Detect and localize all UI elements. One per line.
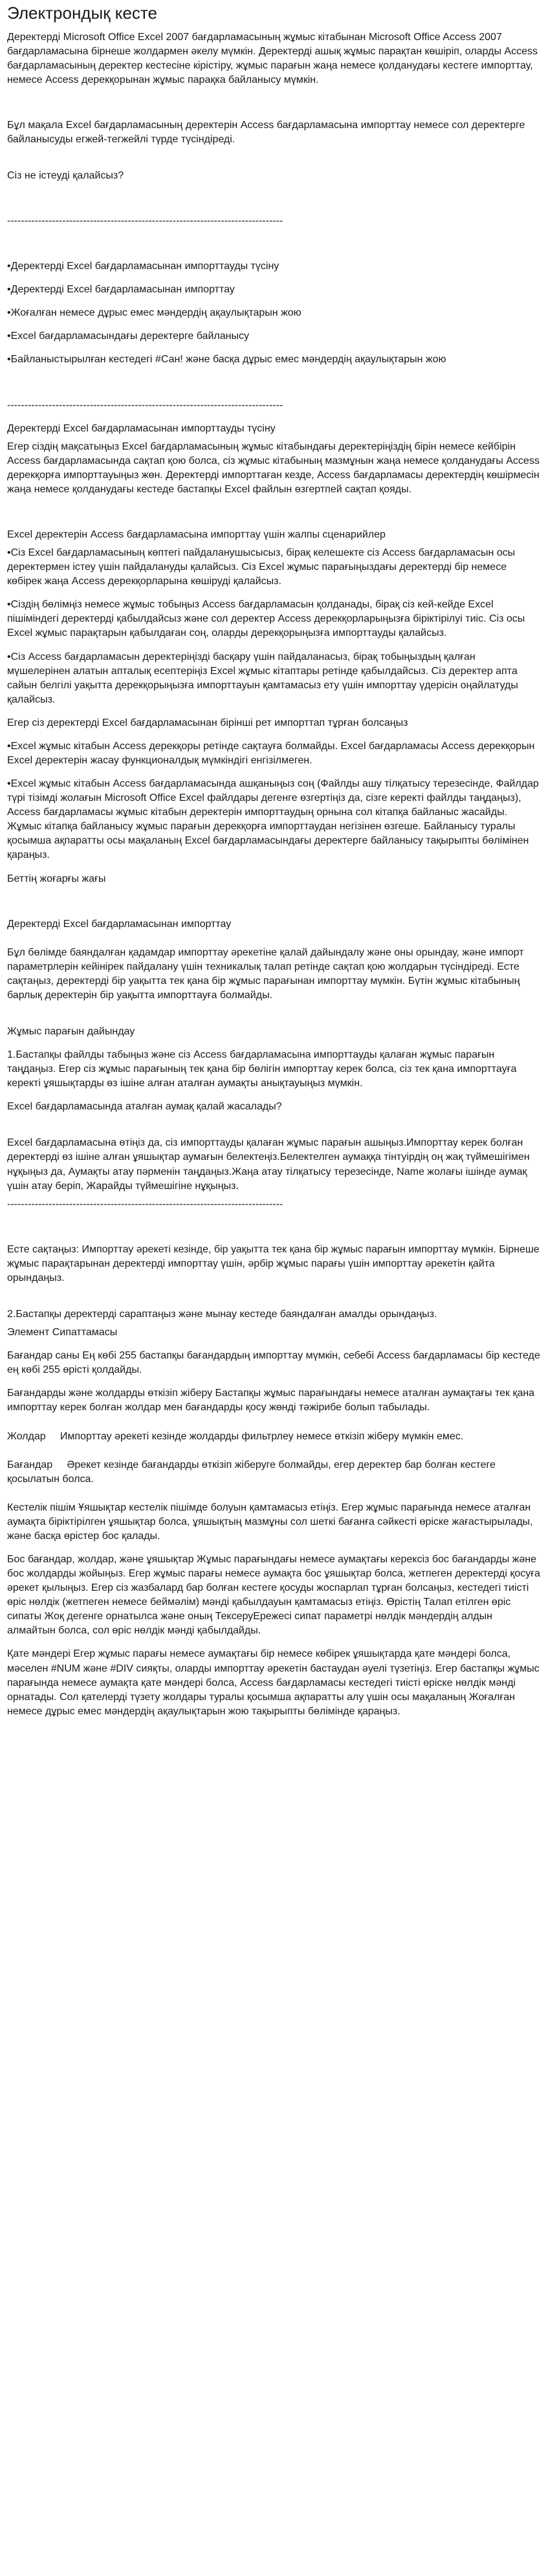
paragraph: Егер сіздің мақсатыңыз Excel бағдарламасының жұмыс кітабындағы деректеріңіздің бірін немесе кейбірін Access бағдарламасында сақтап қою болса, сіз жұмыс кітабының мазмұнын жаңа немесе қолданудағы Access дерекқорға импорттауыңыз жөн. Деректерді импорттаған кезде, Access бағдарламасы деректердің көшірмесін жаңа немесе қолданудағы кестеде бастапқы Excel файлын өзгертпей сақтап қояды. xyxy=(7,441,543,495)
paragraph: Бұл мақала Excel бағдарламасының деректерін Access бағдарламасына импорттау немесе сол деректерге байланысуды егжей-тегжейлі түрде түсіндіреді. xyxy=(7,119,528,145)
paragraph: •Сіз Excel бағдарламасының көптегі пайдаланушысысыз, бірақ келешекте сіз Access бағдарламасын осы деректермен істеу үшін пайдалануды қалайсыз. Сіз Excel жұмыс парағыңыздағы деректерді бір немесе көбірек жаңа Access дерекқорларына көшіруді қалайсыз. xyxy=(7,547,518,587)
paragraph: Беттің жоғарғы жағы xyxy=(7,873,106,884)
paragraph: Сіз не істеуді қалайсыз? xyxy=(7,169,124,181)
paragraph: Жолдар Импорттау әрекеті кезінде жолдарды фильтрлеу немесе өткізіп жіберу мүмкін емес. xyxy=(7,1430,464,1442)
paragraph: Қате мәндері Егер жұмыс парағы немесе аумақтағы бір немесе көбірек ұяшықтарда қате мәндері болса, мәселен #NUM және #DIV сияқты, оларды импорттау әрекетін бастаудан әуелі түзетіңіз. Егер бастапқы жұмыс парағында немесе аумақта қате мәндері болса, Access бағдарламасы кестедегі тиісті өріске нөлдік мәнді орнатады. Сол қателерді түзету жолдары туралы қосымша ақпаратты алу үшін осы мақаланың Жоғалған немесе дұрыс емес мәндердің ақаулықтарын жою тақырыпты бөлімінде қараңыз. xyxy=(7,1648,543,1717)
paragraph: Деректерді Microsoft Office Excel 2007 бағдарламасының жұмыс кітабынан Microsoft Office Access 2007 бағдарламасына бірнеше жолдармен әкелу мүмкін. Деректерді ашық жұмыс парақтан көшіріп, оларды Access бағдарламасының деректер кестесіне кірістіру, жұмыс парағын жаңа немесе қолданудағы кестеге импорттау, немесе Access дерекқорынан жұмыс парақка байланысу мүмкін. xyxy=(7,31,541,85)
paragraph: •Деректерді Excel бағдарламасынан импорттау xyxy=(7,284,235,296)
paragraph: Бос бағандар, жолдар, және ұяшықтар Жұмыс парағындағы немесе аумақтағы керексіз бос бағандарды және бос жолдарды жойыңыз. Егер жұмыс парағы немесе аумақта бос ұяшықтар болса, жетпеген деректерді қосуға әрекет қылыңыз. Егер сіз жазбалард бар болған кестеге қосуды жоспарлап тұрған болсаңыз, кестедегі тиісті өріс нөлдік (жетпеген немесе беймәлім) мәнді қабылдауын қамтамасыз етіңіз. Өрістің Талап етілген өріс сипаты Жоқ дегенге орнатылса және оның ТексеруЕрежесі сипат параметрі нөлдік мәндердің алдын алмайтын болса, сол өріс нөлдік мәнді қабылдайды. xyxy=(7,1553,543,1637)
paragraph: •Excel жұмыс кітабын Access бағдарламасында ашқаныңыз соң (Файлды ашу тілқатысу терезесінде, Файлдар түрі тізімді жолағын Microsoft Office Excel файлдары дегенге өзгертіңіз да, сізге керекті файлды таңдаңыз), Access бағдарламасы жұмыс кітабын деректерін импорттаудың орнына сол кітапқа байланыс жасайды. Жұмыс кітапқа байланысу жұмыс парағын дерекқорға импорттаудан негізінен өзгеше. Байланысу туралы қосымша ақпаратты осы мақаланың Excel бағдарламасындағы деректерге байланысу тақырыпты бөлімінен қараңыз. xyxy=(7,778,542,861)
paragraph: Деректерді Excel бағдарламасынан импорттау xyxy=(7,918,232,930)
paragraph: Кестелік пішім Ұяшықтар кестелік пішімде болуын қамтамасыз етіңіз. Егер жұмыс парағында немесе аталған аумақта біріктірілген ұяшықтар болса, ұяшықтың мазмұны сол шеткі бағанға сәйкесті өріске жағастырылады, және басқа өрістер бос қалады. xyxy=(7,1501,536,1542)
paragraph: •Сіз Access бағдарламасын деректеріңізді басқару үшін пайдаланасыз, бірақ тобыңыздың қалған мүшелерінен алатын апталық есептеріңіз Excel жұмыс кітаптары ретінде қабылдайсыз. Сіз деректер апта сайын белгілі уақытта дерекқорыңызға импорттауын қамтамасыз ету үшін импорттау үдерісін оңайлатуды қалайсыз. xyxy=(7,651,521,705)
paragraph: Бағандарды және жолдарды өткізіп жіберу Бастапқы жұмыс парағындағы немесе аталған аумақтағы тек қана импорттау керек болған жолдар мен бағандарды қосу жөнді тәжірибе болып табылады. xyxy=(7,1388,538,1414)
paragraph: •Жоғалған немесе дұрыс емес мәндердің ақаулықтарын жою xyxy=(7,307,301,319)
paragraph: •Excel жұмыс кітабын Access дерекқоры ретінде сақтауға болмайды. Excel бағдарламасы Access дерекқорын Excel деректерін жасау функционалдық мүмкіндігі енгізілмеген. xyxy=(7,740,538,766)
paragraph: Excel бағдарламасына өтіңіз да, сіз импорттауды қалаған жұмыс парағын ашыңыз.Импорттау керек болған деректерді өз ішіне алған ұяшықтар аумағын белектеңіз.Белектелген аумаққа тінтуірдің оң жақ түймешігімен нұқыңыз да, Аумақты атау пәрменін таңдаңыз.Жаңа атау тілқатысу терезесінде, Name жолағы ішінде аумақ үшін атау беріп, Жарайды түймешігіне нұқыңыз. xyxy=(7,1137,533,1192)
paragraph: •Excel бағдарламасындағы деректерге байланысу xyxy=(7,331,249,342)
separator-line: -------------------------------------------------------------------------------- xyxy=(7,215,283,227)
paragraph: 1.Бастапқы файлды табыңыз және сіз Access бағдарламасына импорттауды қалаған жұмыс парағын таңдаңыз. Егер сіз жұмыс парағының тек қана бір бөлігін импорттау керек болса, сіз тек қана импорттауға керекті ұяшықтарды өз ішіне алған аталған аумақты анықтауыңыз мүмкін. xyxy=(7,1049,520,1089)
page-title: Электрондық кесте xyxy=(7,3,157,23)
paragraph: •Байланыстырылған кестедегі #Сан! және басқа дұрыс емес мәндердің ақаулықтарын жою xyxy=(7,354,446,366)
paragraph: Егер сіз деректерді Excel бағдарламасынан бірінші рет импорттап тұрған болсаңыз xyxy=(7,717,408,728)
paragraph: Excel деректерін Access бағдарламасына импорттау үшін жалпы сценарийлер xyxy=(7,529,386,540)
paragraph: •Деректерді Excel бағдарламасынан импорттауды түсіну xyxy=(7,261,279,272)
article-body xyxy=(7,30,541,1719)
paragraph: Элемент Сипаттамасы xyxy=(7,1327,118,1338)
paragraph: •Сіздің бөлімңіз немесе жұмыс тобыңыз Access бағдарламасын қолданады, бірақ сіз кей-кейде Excel пішіміндегі деректерді қабылдайсыз және сол деректер Access дерекқорларыңызға біріктірілуі тиіс. Сіз осы Excel жұмыс парақтарын қабылдаған соң, оларды дерекқорыңызға импорттауды қалайсыз. xyxy=(7,599,528,639)
paragraph: Бағандар саны Ең көбі 255 бастапқы бағандардың импорттау мүмкін, себебі Access бағдарламасы бір кестеде ең көбі 255 өрісті қолдайды. xyxy=(7,1350,543,1376)
paragraph: Бұл бөлімде баяндалған қадамдар импорттау әрекетіне қалай дайындалу және оны орындау, және импорт параметрлерін кейінірек пайдалану үшін техникалық талап ретінде сақтап қою жолдарын түсіндіреді. Есте сақтаңыз, деректерді бір уақытта тек қана бір жұмыс парағынан импорттау мүмкін. Бүтін жұмыс кітабының барлық деректерін бір уақытта импорттауға болмайды. xyxy=(7,946,527,1001)
separator-line: -------------------------------------------------------------------------------- xyxy=(7,399,283,411)
paragraph: 2.Бастапқы деректерді сараптаңыз және мынау кестеде баяндалған амалды орындаңыз. xyxy=(7,1309,437,1320)
separator-line: -------------------------------------------------------------------------------- xyxy=(7,1198,283,1210)
paragraph: Excel бағдарламасында аталған аумақ қалай жасалады? xyxy=(7,1101,282,1113)
paragraph: Бағандар Әрекет кезінде бағандарды өткізіп жіберуге болмайды, егер деректер бар болған кестеге қосылатын болса. xyxy=(7,1459,499,1485)
paragraph: Жұмыс парағын дайындау xyxy=(7,1026,135,1038)
paragraph: Есте сақтаңыз: Импорттау әрекеті кезінде, бір уақытта тек қана бір жұмыс парағын импорттау мүмкін. Бірнеше жұмыс парақтарынан деректерді импорттау үшін, әрбір жұмыс парағы үшін импорттау әрекетін қайта орындаңыз. xyxy=(7,1243,543,1283)
paragraph: Деректерді Excel бағдарламасынан импорттауды түсіну xyxy=(7,422,276,434)
